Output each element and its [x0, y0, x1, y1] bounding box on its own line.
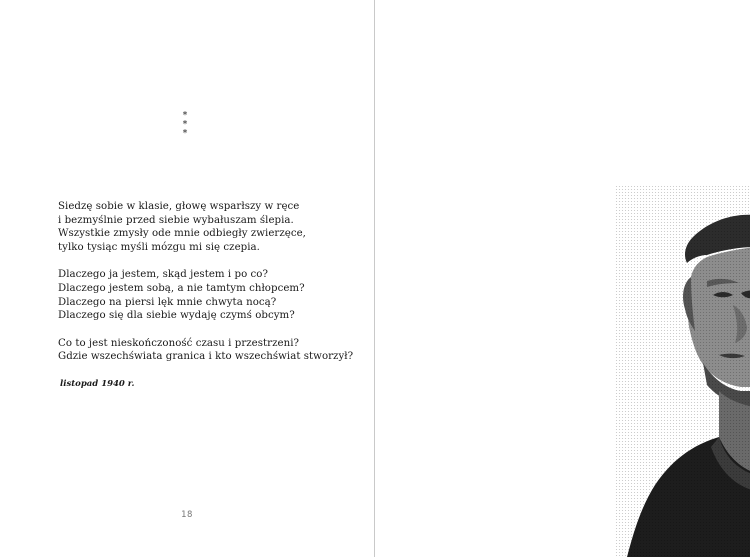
- stanza-1: [58, 200, 358, 254]
- stanza-2: [58, 268, 358, 322]
- poem-line: Dlaczego jestem sobą, a nie tamtym chłopcem?: [58, 282, 305, 294]
- stanza-3: [58, 337, 358, 364]
- poem-line: Gdzie wszechświata granica i kto wszechświat stworzył?: [58, 351, 354, 363]
- poem-line: Dlaczego ja jestem, skąd jestem i po co?: [58, 269, 269, 281]
- poem-line: Co to jest nieskończoność czasu i przestrzeni?: [58, 337, 300, 349]
- portrait-photo: [615, 185, 750, 557]
- poem-line: Wszystkie zmysły ode mnie odbiegły zwierzęce,: [58, 228, 306, 240]
- asterisk: *: [182, 120, 188, 130]
- page-number: 18: [181, 510, 193, 520]
- asterisk: *: [182, 129, 188, 139]
- poem-line: i bezmyślnie przed siebie wybałuszam ślepia.: [58, 214, 294, 226]
- poem-body: [58, 200, 358, 378]
- poem-line: Siedzę sobie w klasie, głowę wsparłszy w ręce: [58, 201, 300, 212]
- right-page: [375, 0, 750, 557]
- asterism-ornament: [180, 112, 190, 139]
- asterisk: *: [182, 111, 188, 121]
- poem-date: listopad 1940 r.: [60, 379, 135, 389]
- poem-line: tylko tysiąc myśli mózgu mi się czepia.: [58, 241, 260, 253]
- poem-line: Dlaczego na piersi lęk mnie chwyta nocą?: [58, 296, 277, 308]
- poem-line: Dlaczego się dla siebie wydaję czymś obcym?: [58, 310, 295, 322]
- left-page: [0, 0, 374, 557]
